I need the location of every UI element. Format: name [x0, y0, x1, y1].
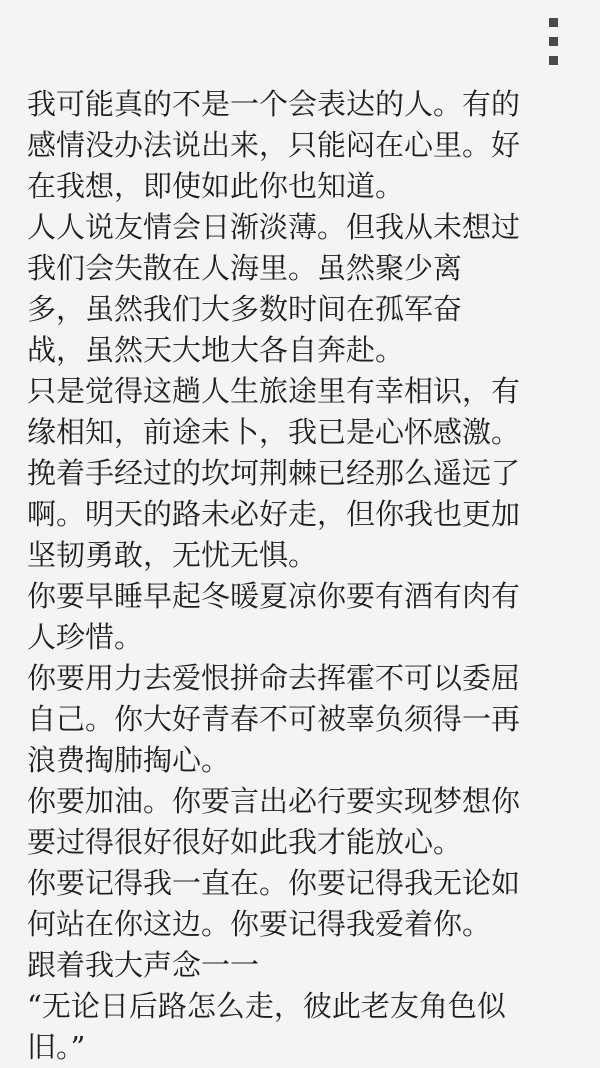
text-line: 感情没办法说出来，只能闷在心里。好 [27, 128, 521, 162]
text-line: 何站在你这边。你要记得我爱着你。 [27, 907, 492, 941]
text-line: 人人说友情会日渐淡薄。但我从未想过 [27, 210, 521, 244]
text-line: 我们会失散在人海里。虽然聚少离 [27, 251, 463, 285]
text-line: 在我想，即使如此你也知道。 [27, 169, 405, 203]
more-vert-icon[interactable] [543, 18, 563, 66]
text-line: 跟着我大声念一一 [27, 948, 260, 982]
text-line: 自己。你大好青春不可被辜负须得一再 [27, 702, 521, 736]
text-line: 人珍惜。 [27, 620, 144, 654]
text-line: 你要早睡早起冬暖夏凉你要有酒有肉有 [27, 579, 521, 613]
menu-dot [549, 18, 558, 27]
text-line: 浪费掏肺掏心。 [27, 743, 231, 777]
text-line: 要过得很好很好如此我才能放心。 [27, 825, 463, 859]
text-line: 缘相知，前途未卜，我已是心怀感激。 [27, 415, 521, 449]
article-body [27, 84, 567, 1068]
text-line: 你要记得我一直在。你要记得我无论如 [27, 866, 521, 900]
top-bar [0, 0, 600, 80]
text-line: 战，虽然天大地大各自奔赴。 [27, 333, 405, 367]
text-line: 你要加油。你要言出必行要实现梦想你 [27, 784, 521, 818]
text-line: 旧。” [27, 1030, 86, 1064]
menu-dot [549, 56, 558, 65]
text-line: 啊。明天的路未必好走，但你我也更加 [27, 497, 521, 531]
text-line: 我可能真的不是一个会表达的人。有的 [27, 87, 521, 121]
text-line: 多，虽然我们大多数时间在孤军奋 [27, 292, 463, 326]
text-line: 你要用力去爱恨拼命去挥霍不可以委屈 [27, 661, 521, 695]
text-line: “无论日后路怎么走，彼此老友角色似 [27, 989, 506, 1023]
text-line: 坚韧勇敢，无忧无惧。 [27, 538, 318, 572]
menu-dot [549, 37, 558, 46]
text-line: 只是觉得这趟人生旅途里有幸相识，有 [27, 374, 521, 408]
text-line: 挽着手经过的坎坷荆棘已经那么遥远了 [27, 456, 521, 490]
